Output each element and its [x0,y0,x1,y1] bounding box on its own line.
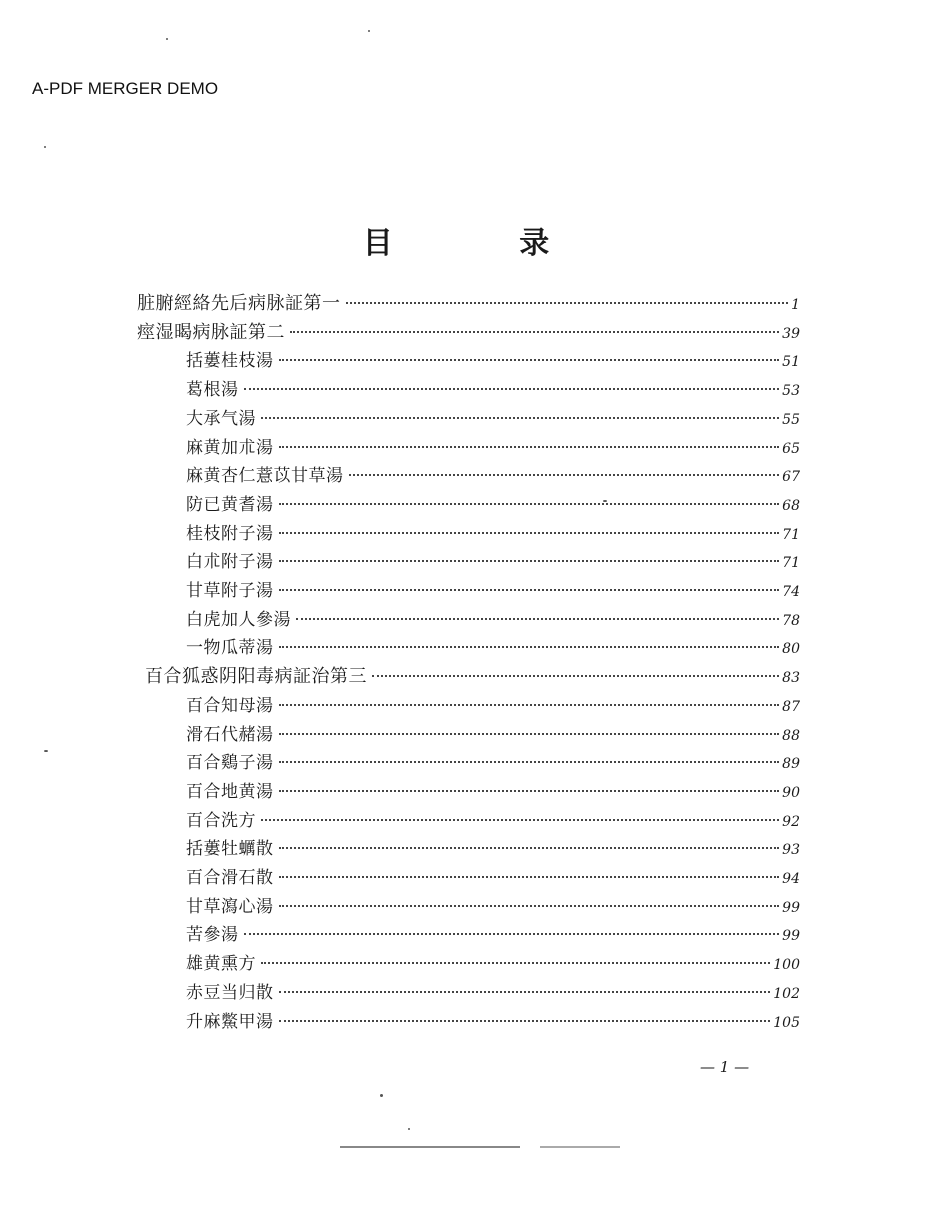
toc-entry-page: 88 [782,728,800,744]
dot-leader [279,446,780,448]
toc-subentry [186,952,800,976]
dot-leader [244,933,780,935]
dot-leader [279,589,780,591]
scan-artifact-line [340,1146,520,1148]
toc-entry-label: 百合洗方 [186,811,256,831]
toc-entry-page: 83 [782,670,800,686]
scan-speck [368,30,370,32]
dot-leader [244,388,780,390]
toc-entry-label: 葛根湯 [186,380,239,400]
toc-subentry [186,981,800,1005]
toc-subentry [186,1010,800,1034]
dot-leader [349,474,780,476]
toc-entry-page: 39 [782,326,800,342]
toc-subentry [186,723,800,747]
toc-entry-label: 白朮附子湯 [186,552,274,572]
toc-entry-page: 67 [782,469,800,485]
toc-subentry [186,608,800,632]
scan-speck [408,1128,410,1130]
toc-entry-label: 滑石代赭湯 [186,725,274,745]
dot-leader [279,560,780,562]
dot-leader [372,675,779,677]
toc-subentry [186,866,800,890]
toc-chapter-entry [145,665,800,689]
toc-subentry [186,522,800,546]
dot-leader [290,331,779,333]
toc-entry-page: 71 [782,555,800,571]
toc-entry-label: 防已黄耆湯 [186,495,274,515]
toc-entry-page: 100 [773,957,800,973]
dot-leader [279,503,780,505]
toc-entry-page: 78 [782,613,800,629]
dot-leader [279,359,780,361]
toc-subentry [186,407,800,431]
dot-leader [279,991,771,993]
scan-speck [603,500,607,502]
dot-leader [346,302,789,304]
dot-leader [279,876,780,878]
scan-speck [380,1094,383,1097]
toc-entry-page: 55 [782,412,800,428]
dot-leader [296,618,779,620]
toc-entry-label: 雄黄熏方 [186,954,256,974]
toc-subentry [186,349,800,373]
toc-entry-page: 51 [782,354,800,370]
toc-subentry [186,694,800,718]
toc-entry-page: 93 [782,842,800,858]
toc-subentry [186,895,800,919]
toc-entry-page: 74 [782,584,800,600]
dot-leader [279,646,780,648]
dot-leader [279,790,780,792]
toc-entry-page: 102 [773,986,800,1002]
dot-leader [279,733,780,735]
toc-entry-label: 升麻鱉甲湯 [186,1012,274,1032]
toc-subentry [186,436,800,460]
toc-entry-page: 71 [782,527,800,543]
toc-entry-label: 甘草附子湯 [186,581,274,601]
toc-entry-page: 1 [791,297,800,313]
page-title: 目 录 [362,226,608,261]
scan-artifact-line [540,1146,620,1148]
watermark-text: A-PDF MERGER DEMO [32,79,219,98]
toc-subentry [186,464,800,488]
toc-subentry [186,636,800,660]
toc-subentry [186,809,800,833]
dot-leader [279,905,780,907]
dot-leader [279,704,780,706]
toc-subentry [186,751,800,775]
toc-entry-label: 脏腑經絡先后病脉証第一 [137,293,341,314]
toc-entry-page: 94 [782,871,800,887]
toc-entry-label: 桂枝附子湯 [186,524,274,544]
toc-entry-page: 99 [782,900,800,916]
toc-entry-label: 百合狐惑阴阳毒病証治第三 [145,666,367,687]
toc-subentry [186,837,800,861]
toc-entry-label: 百合滑石散 [186,868,274,888]
toc-entry-page: 53 [782,383,800,399]
toc-entry-label: 一物瓜蒂湯 [186,638,274,658]
toc-entry-label: 百合知母湯 [186,696,274,716]
scan-speck [166,38,168,40]
toc-chapter-entry [137,321,800,345]
toc-entry-label: 苦參湯 [186,925,239,945]
toc-entry-label: 百合地黄湯 [186,782,274,802]
toc-entry-label: 甘草瀉心湯 [186,897,274,917]
toc-entry-page: 80 [782,641,800,657]
dot-leader [279,1020,771,1022]
toc-entry-page: 92 [782,814,800,830]
dot-leader [261,962,770,964]
toc-entry-label: 百合鷄子湯 [186,753,274,773]
toc-subentry [186,923,800,947]
toc-entry-page: 87 [782,699,800,715]
toc-entry-page: 65 [782,441,800,457]
toc-entry-label: 白虎加人參湯 [186,610,291,630]
toc-entry-label: 麻黄杏仁薏苡甘草湯 [186,466,344,486]
toc-entry-label: 括蔞牡蠣散 [186,839,274,859]
toc-entry-page: 105 [773,1015,800,1031]
dot-leader [279,761,780,763]
toc-chapter-entry [137,292,800,316]
toc-entry-page: 89 [782,756,800,772]
toc-subentry [186,550,800,574]
dot-leader [279,532,780,534]
toc-entry-label: 大承气湯 [186,409,256,429]
dot-leader [261,819,779,821]
toc-entry-label: 痙湿暍病脉証第二 [137,322,285,343]
toc-entry-page: 99 [782,928,800,944]
scan-speck [44,146,46,148]
toc-entry-page: 90 [782,785,800,801]
toc-subentry [186,493,800,517]
toc-subentry [186,579,800,603]
toc-subentry [186,780,800,804]
page-number-footer: — 1 — [700,1058,750,1076]
toc-subentry [186,378,800,402]
toc-entry-label: 麻黄加朮湯 [186,438,274,458]
toc-entry-label: 赤豆当归散 [186,983,274,1003]
toc-entry-page: 68 [782,498,800,514]
scan-speck [44,750,48,752]
dot-leader [261,417,779,419]
toc-entry-label: 括蔞桂枝湯 [186,351,274,371]
dot-leader [279,847,780,849]
